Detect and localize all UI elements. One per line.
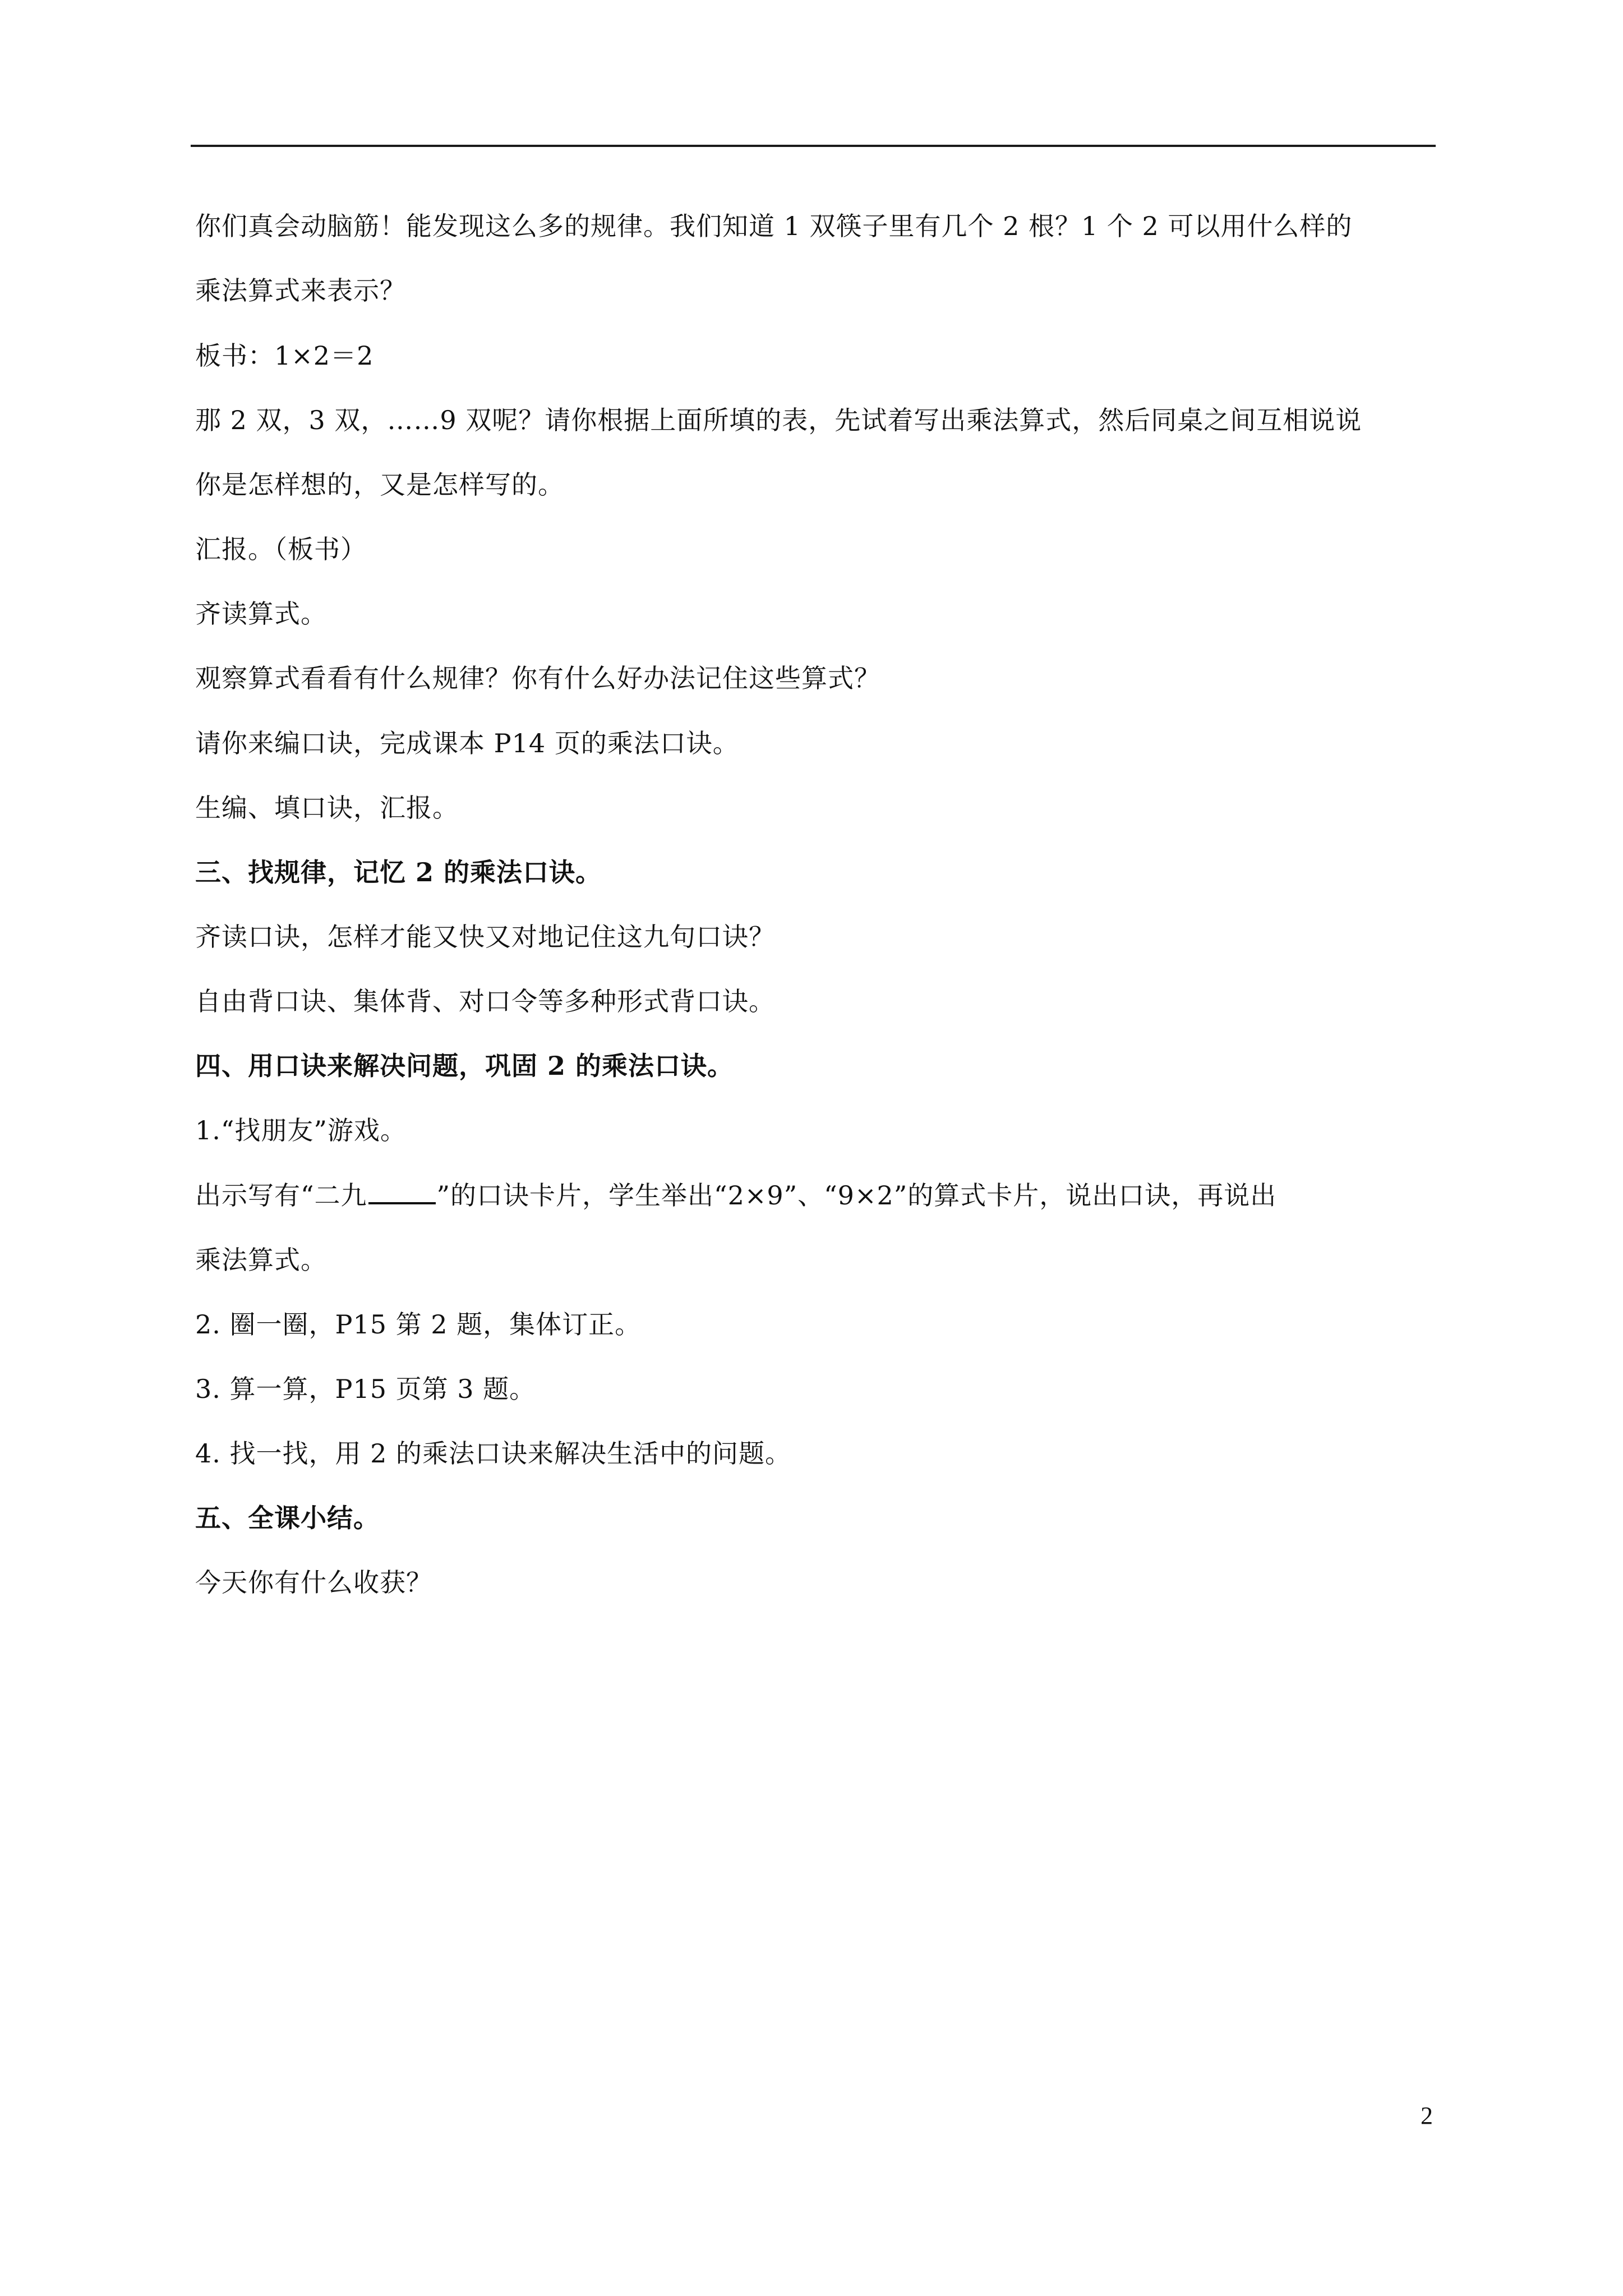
paragraph-line: 自由背口诀、集体背、对口令等多种形式背口诀。 — [195, 986, 775, 1016]
paragraph-line: 齐读算式。 — [195, 599, 327, 629]
header-rule — [191, 145, 1436, 147]
paragraph-line: 请你来编口诀，完成课本 P14 页的乘法口诀。 — [195, 728, 739, 758]
page-number: 2 — [1421, 2102, 1433, 2129]
paragraph-line: 那 2 双，3 双，……9 双呢？请你根据上面所填的表，先试着写出乘法算式，然后同桌之间互相说说 — [195, 405, 1362, 435]
list-item: 3. 算一算，P15 页第 3 题。 — [195, 1374, 536, 1404]
paragraph-line: 你们真会动脑筋！能发现这么多的规律。我们知道 1 双筷子里有几个 2 根？1 个 2 可以用什么样的 — [195, 211, 1353, 241]
paragraph-line: 乘法算式。 — [195, 1245, 327, 1275]
paragraph-line: 汇报。（板书） — [195, 534, 367, 564]
list-item: 2. 圈一圈，P15 第 2 题，集体订正。 — [195, 1309, 642, 1340]
paragraph-line: 观察算式看看有什么规律？你有什么好办法记住这些算式？ — [195, 663, 880, 693]
paragraph-line-with-blank — [195, 1179, 1276, 1212]
list-item: 1.“找朋友”游戏。 — [195, 1115, 407, 1145]
paragraph-line: 板书：1×2＝2 — [195, 341, 374, 371]
list-item: 4. 找一找，用 2 的乘法口诀来解决生活中的问题。 — [195, 1438, 792, 1469]
text-segment: 出示写有“二九 — [195, 1180, 367, 1211]
paragraph-line: 乘法算式来表示？ — [195, 275, 406, 306]
paragraph-line: 你是怎样想的，又是怎样写的。 — [195, 470, 564, 500]
paragraph-line: 齐读口诀，怎样才能又快又对地记住这九句口诀？ — [195, 922, 775, 952]
fill-in-blank — [368, 1180, 436, 1204]
section-heading-4: 四、用口诀来解决问题，巩固 2 的乘法口诀。 — [195, 1051, 734, 1081]
section-heading-5: 五、全课小结。 — [195, 1503, 380, 1533]
paragraph-line: 今天你有什么收获？ — [195, 1567, 432, 1598]
text-segment: ”的口诀卡片，学生举出“2×9”、“9×2”的算式卡片，说出口诀，再说出 — [436, 1180, 1277, 1211]
paragraph-line: 生编、填口诀，汇报。 — [195, 793, 459, 823]
section-heading-3: 三、找规律，记忆 2 的乘法口诀。 — [195, 857, 602, 887]
